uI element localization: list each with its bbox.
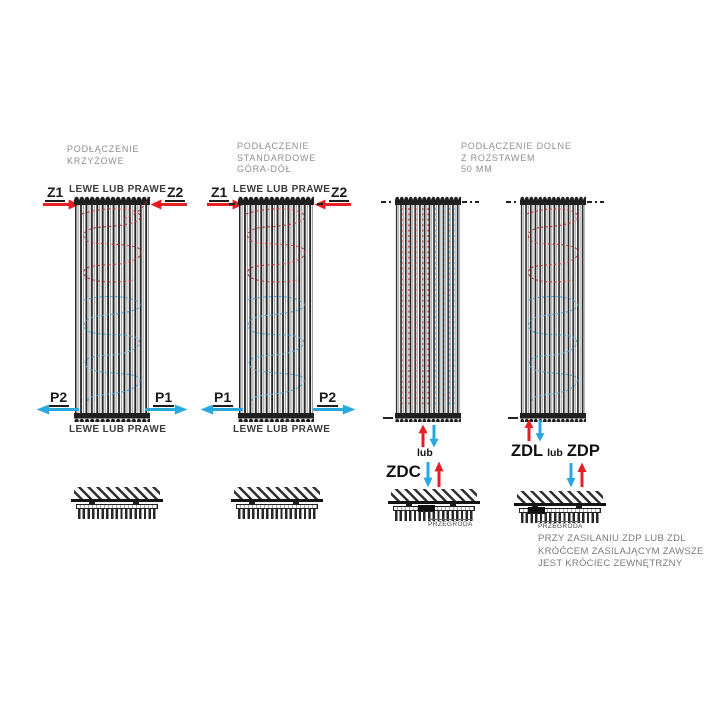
topview-bottom-center [388,489,480,521]
wall-line [231,499,323,502]
standard-supply-right-label: Z2 [331,184,348,200]
standard-return-right-arrow [312,404,356,415]
tube-row [78,509,156,519]
zdp-up-arrow [577,462,587,488]
wall-line [71,499,163,502]
radiator-standard-front [238,196,314,422]
cross-top-caption: LEWE LUB PRAWE [69,184,167,195]
tube-row [238,509,316,519]
section-title-standard-line2: STANDARDOWE [237,152,317,163]
zdl-zdp-valve-names [511,443,600,460]
cross-return-right-label: P1 [155,389,173,405]
wall-hatch [234,487,320,499]
zdc-supply-up-arrow [418,424,428,448]
zdl-supply-up-arrow [524,419,534,442]
standard-return-left-arrow [200,404,244,415]
supply-note [538,533,704,571]
standard-return-left-label: P1 [214,389,232,405]
zdc-partition-label: PRZEGRODA [428,521,473,528]
standard-top-caption: LEWE LUB PRAWE [233,184,331,195]
standard-return-right-label: P2 [319,389,337,405]
cross-bottom-caption: LEWE LUB PRAWE [69,424,167,435]
construction-dash [508,417,518,419]
section-title-bottom50-line3: 50 MM [461,164,493,174]
radiator-bottom-center-front [395,196,461,422]
construction-dashdot [587,201,604,203]
topview-standard [231,487,323,519]
section-title-bottom50-line2: Z ROZSTAWEM [461,152,536,163]
cross-supply-right-label: Z2 [167,184,184,200]
construction-dashdot [462,201,479,203]
construction-dashdot [506,201,519,203]
supply-note-line3: JEST KRÓCIEC ZEWNĘTRZNY [538,558,683,569]
zdc-up-arrow-2 [434,461,444,488]
section-title-bottom50-line1: PODŁĄCZENIE DOLNE [461,141,572,151]
zdp-name: ZDP [566,442,600,460]
standard-supply-left-label: Z1 [211,184,228,200]
zdl-partition-label: PRZEGRODA [538,523,583,530]
section-title-standard-line3: GÓRA-DÓŁ [237,164,292,174]
section-title-cross [67,144,139,167]
standard-bottom-caption: LEWE LUB PRAWE [233,424,331,435]
supply-note-line1: PRZY ZASILANIU ZDP LUB ZDL [538,533,686,544]
section-title-standard-line1: PODŁĄCZENIE [237,141,310,151]
zdc-or-label: lub [417,447,433,459]
section-title-bottom50 [461,141,572,176]
zdc-return-down-arrow [429,424,439,448]
zdp-down-arrow [566,462,576,488]
cross-supply-right-arrow [150,199,188,210]
wall-line [388,501,480,504]
cross-return-right-arrow [144,404,188,415]
wall-hatch [391,489,477,501]
wall-hatch [517,491,603,503]
wall-line [514,503,606,506]
section-title-standard [237,141,316,176]
zdl-or-label: lub [547,447,563,459]
cross-return-left-label: P2 [50,389,68,405]
supply-note-line2: KRÓĆCEM ZASILAJĄCYM ZAWSZE [538,545,704,557]
topview-bottom-side [514,491,606,523]
construction-dash [383,417,393,419]
zdl-return-down-arrow [535,419,545,442]
wall-hatch [74,487,160,499]
zdc-down-arrow-2 [423,461,433,488]
construction-dash [317,203,323,205]
construction-dash [229,203,235,205]
construction-dashdot [381,201,394,203]
zdl-name: ZDL [511,442,544,460]
cross-supply-left-label: Z1 [47,184,64,200]
radiator-bottom-side-front [520,196,586,422]
radiator-cross-front [74,196,150,422]
section-title-cross-line1: PODŁĄCZENIE [67,144,140,154]
topview-cross [71,487,163,519]
cross-return-left-arrow [36,404,80,415]
zdc-valve-name: ZDC [386,462,421,481]
section-title-cross-line2: KRZYŻOWE [67,155,125,166]
